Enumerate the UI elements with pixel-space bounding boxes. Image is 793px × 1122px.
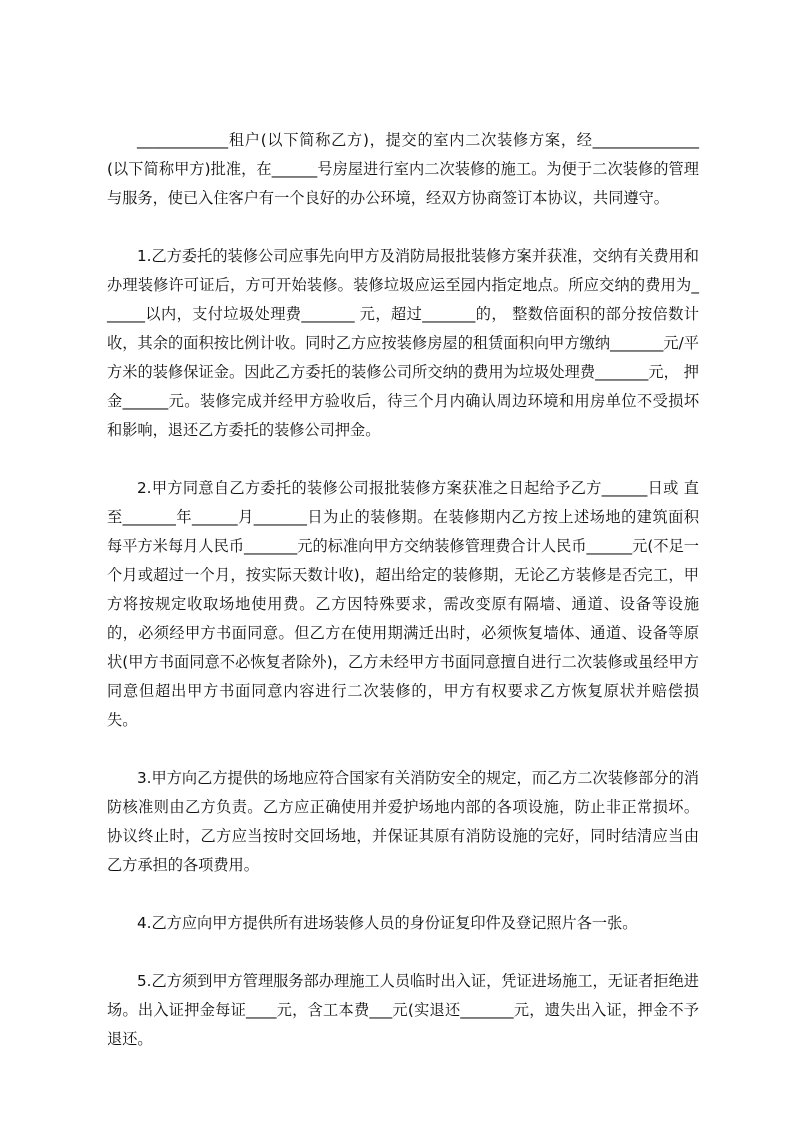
paragraph-spacer bbox=[107, 735, 699, 764]
paragraph-spacer bbox=[107, 445, 699, 474]
clause-1-paragraph: 1.乙方委托的装修公司应事先向甲方及消防局报批装修方案并获准，交纳有关费用和办理装修许可证后，方可开始装修。装修垃圾应运至园内指定地点。所应交纳的费用为______以内，支付垃圾处理费_______ 元，超过_______的， 整数倍面积的部分按倍数计收，其余的面积按比例计收。同时乙方应按装修房屋的租赁面积向甲方缴纳_______元/平方米的装修保证金。因此乙方委托的装修公司所交纳的费用为垃圾处理费_______元， 押金______元。装修完成并经甲方验收后，待三个月内确认周边环境和用房单位不受损坏和影响，退还乙方委托的装修公司押金。 bbox=[107, 247, 699, 439]
agreement-body bbox=[107, 126, 699, 1054]
clause-3-paragraph: 3.甲方向乙方提供的场地应符合国家有关消防安全的规定，而乙方二次装修部分的消防核准则由乙方负责。乙方应正确使用并爱护场地内部的各项设施，防止非正常损坏。协议终止时，乙方应当按时交回场地，并保证其原有消防设施的完好，同时结清应当由乙方承担的各项费用。 bbox=[107, 769, 699, 874]
paragraph-spacer bbox=[107, 938, 699, 967]
clause-5-paragraph: 5.乙方须到甲方管理服务部办理施工人员临时出入证，凭证进场施工，无证者拒绝进场。出入证押金每证____元，含工本费___元(实退还_______元，遗失出入证，押金不予退还。 bbox=[107, 972, 699, 1048]
clause-2-paragraph: 2.甲方同意自乙方委托的装修公司报批装修方案获准之日起给予乙方______日或 直至_______年______月_______日为止的装修期。在装修期内乙方按上述场地的建筑面积每平方米每月人民币_______元的标准向甲方交纳装修管理费合计人民币______元(不足一个月或超过一个月，按实际天数计收)，超出给定的装修期，无论乙方装修是否完工，甲方将按规定收取场地使用费。乙方因特殊要求，需改变原有隔墙、通道、设备等设施的，必须经甲方书面同意。但乙方在使用期满迁出时，必须恢复墙体、通道、设备等原状(甲方书面同意不必恢复者除外)，乙方未经甲方书面同意擅自进行二次装修或虽经甲方同意但超出甲方书面同意内容进行二次装修的，甲方有权要求乙方恢复原状并赔偿损失。 bbox=[107, 479, 699, 729]
intro-paragraph: ____________租户(以下简称乙方)，提交的室内二次装修方案，经______________(以下简称甲方)批准，在______号房屋进行室内二次装修的施工。为便于二次装修的管理与服务，使已入住客户有一个良好的办公环境，经双方协商签订本协议，共同遵守。 bbox=[107, 131, 699, 207]
clause-4-paragraph: 4.乙方应向甲方提供所有进场装修人员的身份证复印件及登记照片各一张。 bbox=[137, 914, 638, 932]
paragraph-spacer bbox=[107, 880, 699, 909]
paragraph-spacer bbox=[107, 213, 699, 242]
